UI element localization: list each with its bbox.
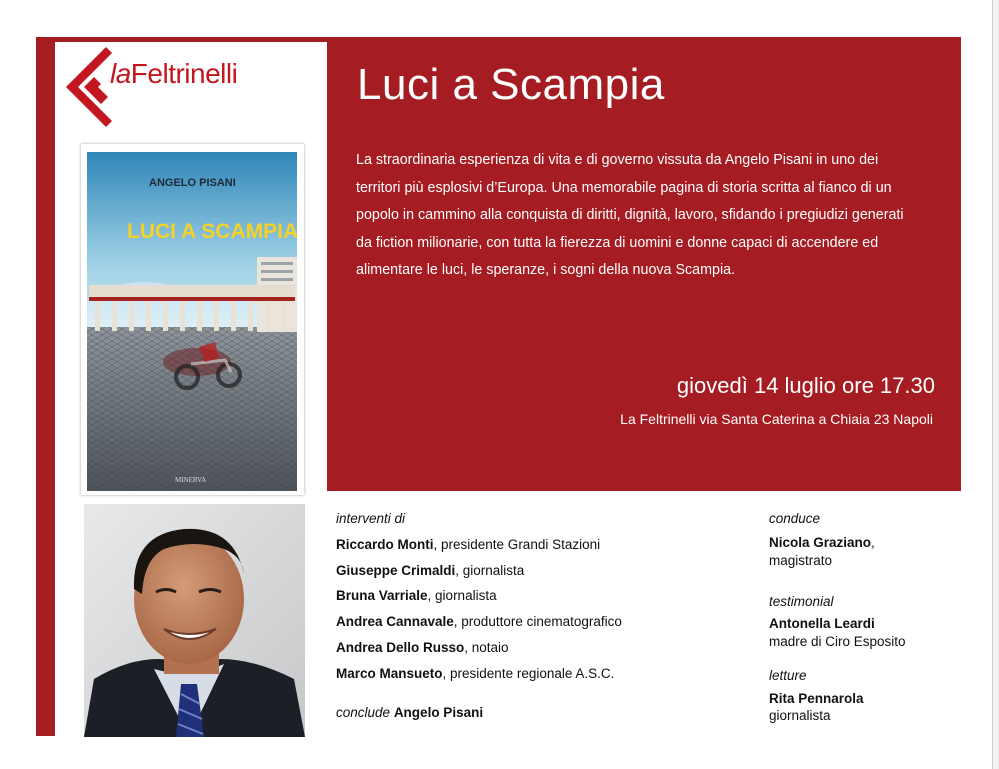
speaker-name: Andrea Dello Russo xyxy=(336,640,465,655)
conclude-name: Angelo Pisani xyxy=(393,705,484,720)
testimonial-role: madre di Ciro Esposito xyxy=(769,634,906,649)
book-author-text: ANGELO PISANI xyxy=(149,177,236,189)
event-description: La straordinaria esperienza di vita e di governo vissuta da Angelo Pisani in uno dei territori più esplosivi d’Europa. Una memorabile pagina di storia scritta al fianco di un popolo in cammino alla conquista di diritti, dignità, lavoro, sfidando i pregiudizi generati da fiction milionarie, con tutta la fierezza di uomini e donne capaci di accendere ed alimentare le luci, le speranze, i sogni della nuova Scampia. xyxy=(356,152,904,278)
feltrinelli-mark-icon xyxy=(64,44,114,128)
speakers-heading: interventi di xyxy=(336,511,406,526)
letture-label: letture xyxy=(769,668,807,683)
speaker-line xyxy=(336,563,524,578)
speaker-line xyxy=(336,588,497,603)
testimonial-name: Antonella Leardi xyxy=(769,616,875,631)
testimonial-label: testimonial xyxy=(769,594,834,609)
speaker-role: , produttore cinematografico xyxy=(453,614,622,629)
speaker-line xyxy=(336,614,622,629)
speaker-name: Andrea Cannavale xyxy=(336,614,454,629)
book-publisher-text: MINERVA xyxy=(175,476,207,484)
speaker-role: , giornalista xyxy=(427,588,497,603)
event-date: giovedì 14 luglio ore 17.30 xyxy=(676,373,935,398)
speaker-line xyxy=(336,537,600,552)
conduce-label: conduce xyxy=(769,511,821,526)
feltrinelli-wordmark: laFeltrinelli xyxy=(110,58,238,89)
conduce-name: Nicola Graziano xyxy=(769,535,872,550)
book-cover xyxy=(87,152,297,491)
speaker-role: , presidente regionale A.S.C. xyxy=(442,666,615,681)
speaker-name: Giuseppe Crimaldi xyxy=(336,563,456,578)
book-cover-image xyxy=(87,152,297,491)
event-venue: La Feltrinelli via Santa Caterina a Chiaia 23 Napoli xyxy=(620,411,933,427)
speaker-role: , notaio xyxy=(464,640,509,655)
feltrinelli-logo xyxy=(64,44,304,128)
conclude-line xyxy=(336,705,483,720)
letture-role: giornalista xyxy=(769,708,831,723)
speaker-line xyxy=(336,666,614,681)
speaker-name: Bruna Varriale xyxy=(336,588,428,603)
top-red-stripe xyxy=(55,37,327,42)
author-portrait xyxy=(84,504,305,737)
conclude-label: conclude xyxy=(336,705,391,720)
author-photo xyxy=(84,504,305,737)
conduce-name-line: Nicola Graziano, xyxy=(769,535,875,550)
speaker-role: , giornalista xyxy=(455,563,525,578)
speaker-name: Marco Mansueto xyxy=(336,666,443,681)
conduce-role: magistrato xyxy=(769,553,833,568)
speaker-name: Riccardo Monti xyxy=(336,537,434,552)
letture-name: Rita Pennarola xyxy=(769,691,864,706)
left-red-bar xyxy=(36,37,55,736)
speaker-line xyxy=(336,640,509,655)
event-title: Luci a Scampia xyxy=(357,60,665,109)
page-edge xyxy=(992,0,999,769)
speaker-role: , presidente Grandi Stazioni xyxy=(433,537,601,552)
book-title-text: LUCI A SCAMPIA xyxy=(127,220,297,243)
